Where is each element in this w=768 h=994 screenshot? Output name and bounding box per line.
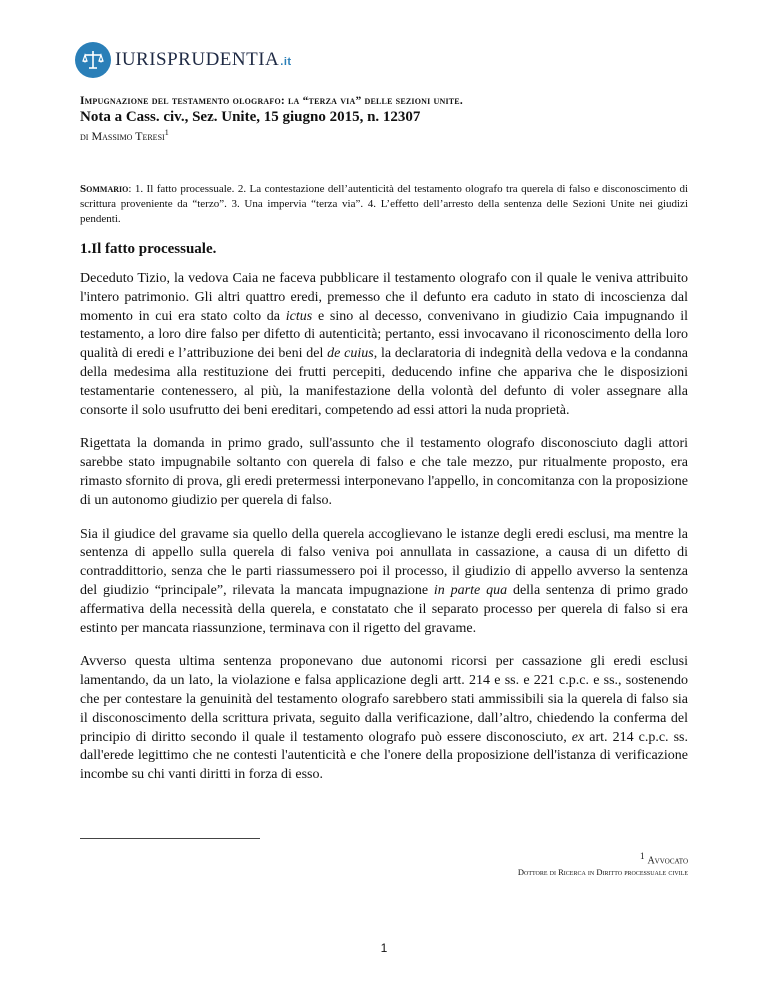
article-author: di Massimo Teresi$^1$ [80, 128, 169, 143]
paragraph-2: Rigettata la domanda in primo grado, sull'assunto che il testamento olografo disconosciuto dagli attori sarebbe stato impugnabile soltanto con querela di falso e che tale mezzo, pur ritualmente proposto, era rimasto sfornito di prova, gli eredi pretermessi interponevano l'appello, in concomitanza con la proposizione di un autonomo giudizio per querela di falso. [80, 436, 688, 508]
site-logo[interactable] [75, 40, 292, 80]
summary-text: : 1. Il fatto processuale. 2. La contestazione dell’autenticità del testamento olografo tra querela di falso e disconoscimento di scrittura proveniente da “terzo”. 3. Una impervia “terza via”. 4. L’effetto dell’arresto della sentenza delle Sezioni Unite nei giudizi pendenti. [80, 183, 688, 225]
scales-of-justice-icon [75, 42, 111, 78]
paragraph-4: Avverso questa ultima sentenza proponevano due autonomi ricorsi per cassazione gli eredi esclusi lamentando, da un lato, la violazione e falsa applicazione degli artt. 214 e ss. e 221 c.p.c. e ss., sostenendo che per contestare la genuinità del testamento olografo sarebbero stati ammissibili sia la querela di falso sia il disconoscimento della scrittura privata, seguito dalla verificazione, dall’altro, chiedendo la conferma del principio di diritto secondo il quale il testamento olografo può essere disconosciuto, ex art. 214 c.p.c. ss. dall'erede legittimo che ne contesti l'autenticità e che l'onere della proposizione dell'istanza di verificazione incombe su chi vanti diritti in forza di esso. [80, 654, 688, 783]
article-body [80, 270, 688, 800]
logo-wordmark: IURISPRUDENTIA.it [115, 49, 292, 70]
section-heading: 1.Il fatto processuale. [80, 241, 217, 257]
footnote-divider [80, 838, 260, 839]
footnote-ref: 1 [164, 128, 169, 137]
paragraph-1: Deceduto Tizio, la vedova Caia ne faceva pubblicare il testamento olografo con il quale le veniva attribuito l'intero patrimonio. Gli altri quattro eredi, premesso che il defunto era caduto in stato di incoscienza dal momento in cui era stato colto da ictus e sino al decesso, convenivano in giudizio Caia impugnando il testamento, a loro dire falso per difetto di autenticità; pertanto, essi invocavano il riconoscimento della loro qualità di eredi e l’attribuzione dei beni del de cuius, la declaratoria di indegnità della vedova e la condanna della medesima alla restituzione dei frutti percepiti, deducendo infine che appariva che le disposizioni testamentarie contenessero, al più, la manifestazione della volontà del defunto di voler assegnare alla consorte il solo usufrutto dei beni ereditari, competendo ad essi attori la nuda proprietà. [80, 271, 689, 418]
footnote-line-1: $^1$ Avvocato [639, 851, 688, 867]
article-title: Nota a Cass. civ., Sez. Unite, 15 giugno 2015, n. 12307 [80, 109, 421, 125]
summary-label: Sommario [80, 183, 129, 195]
footnote-line-2: Dottore di Ricerca in Diritto processuale civile [517, 867, 688, 877]
summary [80, 182, 688, 227]
article-kicker: Impugnazione del testamento olografo: la “terza via” delle sezioni unite. [80, 95, 463, 107]
paragraph-3: Sia il giudice del gravame sia quello della querela accoglievano le istanze degli eredi esclusi, ma mentre la sentenza di appello sulla querela di falso veniva poi annullata in cassazione, a causa di un difetto di contraddittorio, senza che le parti riassumessero poi il processo, il giudizio di appello avverso la sentenza del giudizio “principale”, rilevata la mancata impugnazione in parte qua della sentenza di primo grado affermativa della necessità della querela, e constatato che il separato processo per querela di falso si era estinto per mancata riassunzione, terminava con il rigetto del gravame. [80, 526, 688, 636]
page-number: 1 [380, 941, 388, 955]
